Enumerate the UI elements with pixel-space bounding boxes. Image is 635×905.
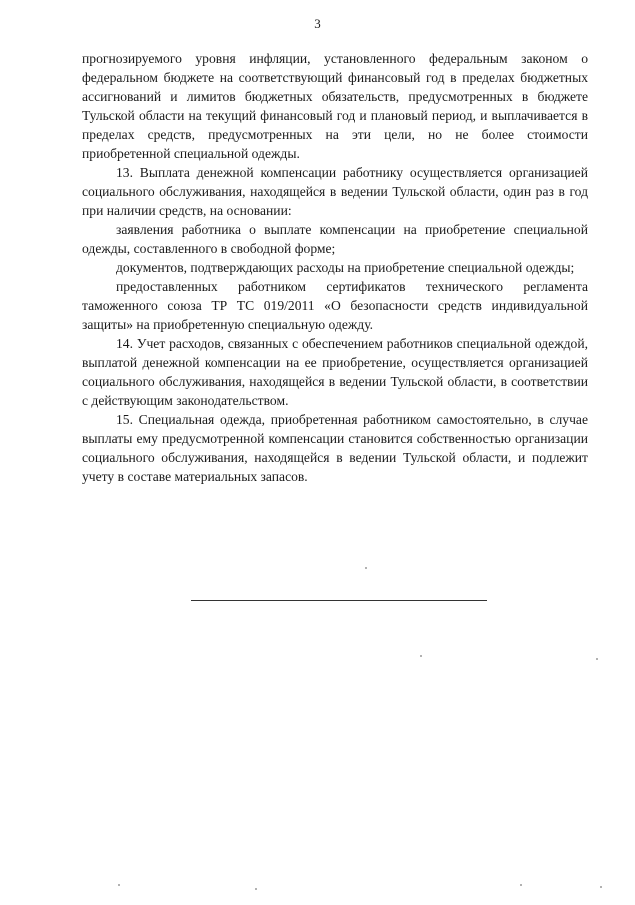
- scan-speck: [255, 888, 257, 890]
- document-body: [82, 49, 588, 486]
- closing-separator-line: [191, 600, 487, 601]
- paragraph-item-15: 15. Специальная одежда, приобретенная работником самостоятельно, в случае выплаты ему предусмотренной компенсации становится собственностью организации социального обслуживания, находящейся в ведении Тульской области, и подлежит учету в составе материальных запасов.: [82, 412, 588, 484]
- paragraph-item-13: 13. Выплата денежной компенсации работнику осуществляется организацией социального обслуживания, находящейся в ведении Тульской области, один раз в год при наличии средств, на основании:: [82, 165, 588, 218]
- paragraph-item-13-certificates: предоставленных работником сертификатов технического регламента таможенного союза ТР ТС 019/2011 «О безопасности средств индивидуальной защиты» на приобретенную специальную одежду.: [82, 279, 588, 332]
- paragraph-item-13-application: заявления работника о выплате компенсации на приобретение специальной одежды, составленного в свободной форме;: [82, 222, 588, 256]
- scan-speck: [600, 886, 602, 888]
- page-number: 3: [314, 16, 321, 31]
- paragraph-continuation: прогнозируемого уровня инфляции, установленного федеральным законом о федеральном бюджете на соответствующий финансовый год в пределах бюджетных ассигнований и лимитов бюджетных обязательств, предусмотренных в бюджете Тульской области на текущий финансовый год и плановый период, и выплачивается в пределах средств, предусмотренных на эти цели, но не более стоимости приобретенной специальной одежды.: [82, 51, 588, 161]
- paragraph-item-13-documents: документов, подтверждающих расходы на приобретение специальной одежды;: [116, 260, 575, 275]
- scan-speck: [420, 655, 422, 657]
- scan-speck: [520, 884, 522, 886]
- scan-speck: [596, 658, 598, 660]
- paragraph-item-14: 14. Учет расходов, связанных с обеспечением работников специальной одеждой, выплатой денежной компенсации на ее приобретение, осуществляется организацией социального обслуживания, находящейся в ведении Тульской области, в соответствии с действующим законодательством.: [82, 336, 588, 408]
- scan-speck: [118, 884, 120, 886]
- scan-speck: [365, 567, 367, 569]
